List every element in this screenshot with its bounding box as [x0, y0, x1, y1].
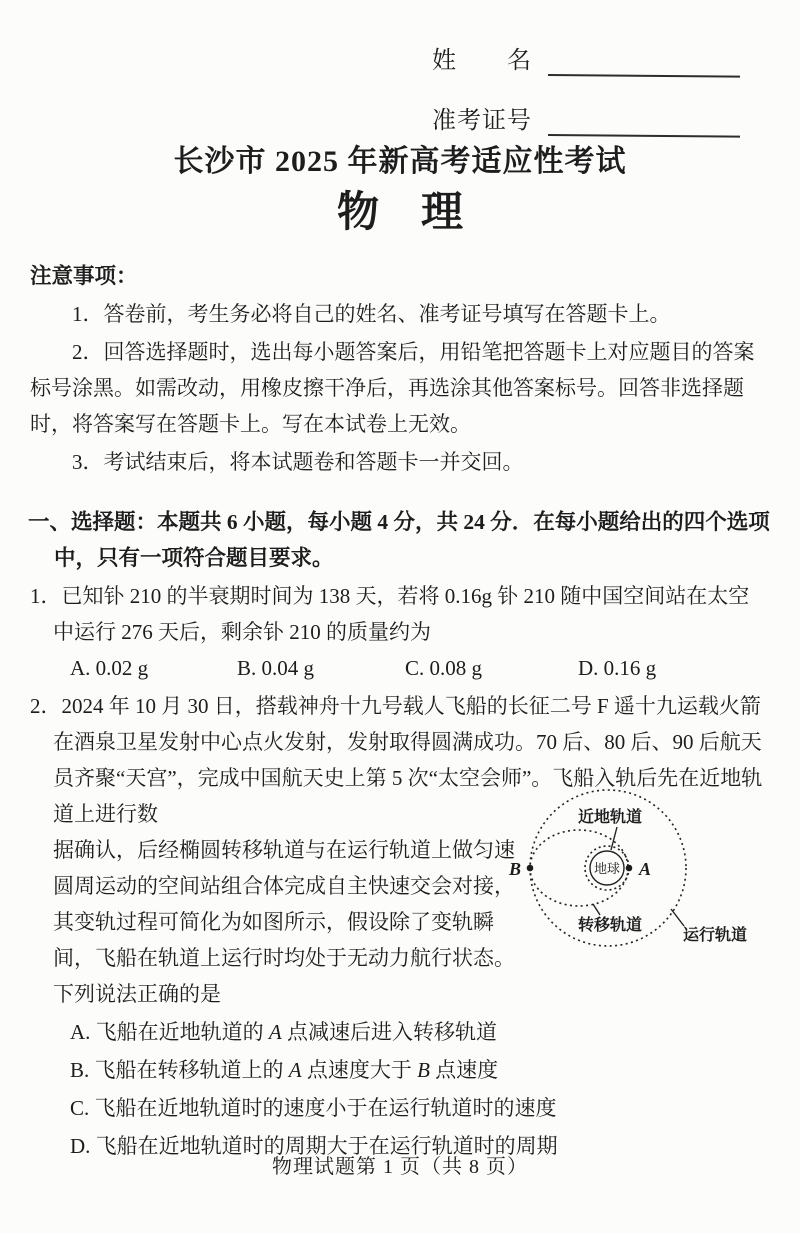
- q1-option-b: B. 0.04 g: [237, 656, 315, 680]
- name-fill-line: [548, 44, 740, 78]
- subject-title: 物 理: [336, 190, 463, 236]
- operating-orbit-leader: [671, 909, 684, 926]
- notice-item-1: 1．答卷前，考生务必将自己的姓名、准考证号填写在答题卡上。: [72, 302, 671, 326]
- question-2: [30, 688, 770, 1164]
- point-b-label: B: [508, 859, 521, 879]
- question-1-options: [70, 650, 770, 686]
- q2-option-a: A. 飞船在近地轨道的 A 点减速后进入转移轨道: [70, 1020, 497, 1044]
- question-2-text-part1: 2．2024 年 10 月 30 日，搭载神舟十九号载人飞船的长征二号 F 遥十九运载火箭在酒泉卫星发射中心点火发射，发射取得圆满成功。70 后、80 后、90 后航天员齐聚“天宫”，完成中国航天史上第 5 次“太空会师”。飞船入轨后先在近地轨道上进行数: [30, 694, 763, 826]
- point-a-dot: [626, 865, 633, 872]
- near-earth-orbit-leader: [611, 827, 617, 850]
- q1-option-a: A. 0.02 g: [70, 656, 149, 680]
- q1-option-c: C. 0.08 g: [405, 656, 483, 680]
- question-2-text-part2: 据确认，后经椭圆转移轨道与在运行轨道上做匀速圆周运动的空间站组合体完成自主快速交会对接，其变轨过程可简化为如图所示，假设除了变轨瞬间，飞船在轨道上运行时均处于无动力航行状态。下列说法正确的是: [53, 838, 515, 1006]
- ticket-field-row: [432, 104, 740, 136]
- q1-option-d: D. 0.16 g: [578, 656, 657, 680]
- near-earth-orbit-label: 近地轨道: [577, 809, 643, 826]
- exam-title: 长沙市 2025 年新高考适应性考试: [173, 145, 627, 178]
- transfer-orbit-label: 转移轨道: [577, 917, 643, 934]
- q2-option-c: C. 飞船在近地轨道时的速度小于在运行轨道时的速度: [70, 1096, 557, 1120]
- q2-option-d: D. 飞船在近地轨道时的周期大于在运行轨道时的周期: [70, 1134, 558, 1158]
- transfer-orbit-leader: [593, 904, 600, 915]
- question-1: [30, 578, 770, 686]
- name-field-row: [432, 44, 740, 76]
- notice-item-2: 2．回答选择题时，选出每小题答案后，用铅笔把答题卡上对应题目的答案标号涂黑。如需改动，用橡皮擦干净后，再选涂其他答案标号。回答非选择题时，将答案写在答题卡上。写在本试卷上无效。: [30, 340, 755, 436]
- point-a-label: A: [639, 859, 652, 879]
- ticket-fill-line: [548, 104, 740, 138]
- name-label: 姓 名: [432, 48, 532, 74]
- operating-orbit-label: 运行轨道: [683, 927, 748, 944]
- q2-option-b: B. 飞船在转移轨道上的 A 点速度大于 B 点速度: [70, 1058, 499, 1082]
- notice-item-3: 3．考试结束后，将本试题卷和答题卡一并交回。: [72, 450, 524, 474]
- section-1-heading: 一、选择题：本题共 6 小题，每小题 4 分，共 24 分．在每小题给出的四个选项中，只有一项符合题目要求。: [28, 510, 770, 570]
- notice-section: [30, 262, 770, 480]
- candidate-info-fields: [432, 44, 740, 136]
- question-1-text: 1．已知钋 210 的半衰期时间为 138 天，若将 0.16g 钋 210 随中国空间站在太空中运行 276 天后，剩余钋 210 的质量约为: [30, 584, 750, 644]
- orbit-diagram: [500, 778, 792, 956]
- ticket-number-label: 准考证号: [432, 108, 532, 134]
- earth-label: 地球: [593, 861, 621, 876]
- page-footer: 物理试题第 1 页（共 8 页）: [272, 1156, 528, 1178]
- point-b-dot: [527, 865, 534, 872]
- orbit-diagram-svg: [500, 778, 792, 956]
- notice-heading: 注意事项：: [30, 264, 138, 288]
